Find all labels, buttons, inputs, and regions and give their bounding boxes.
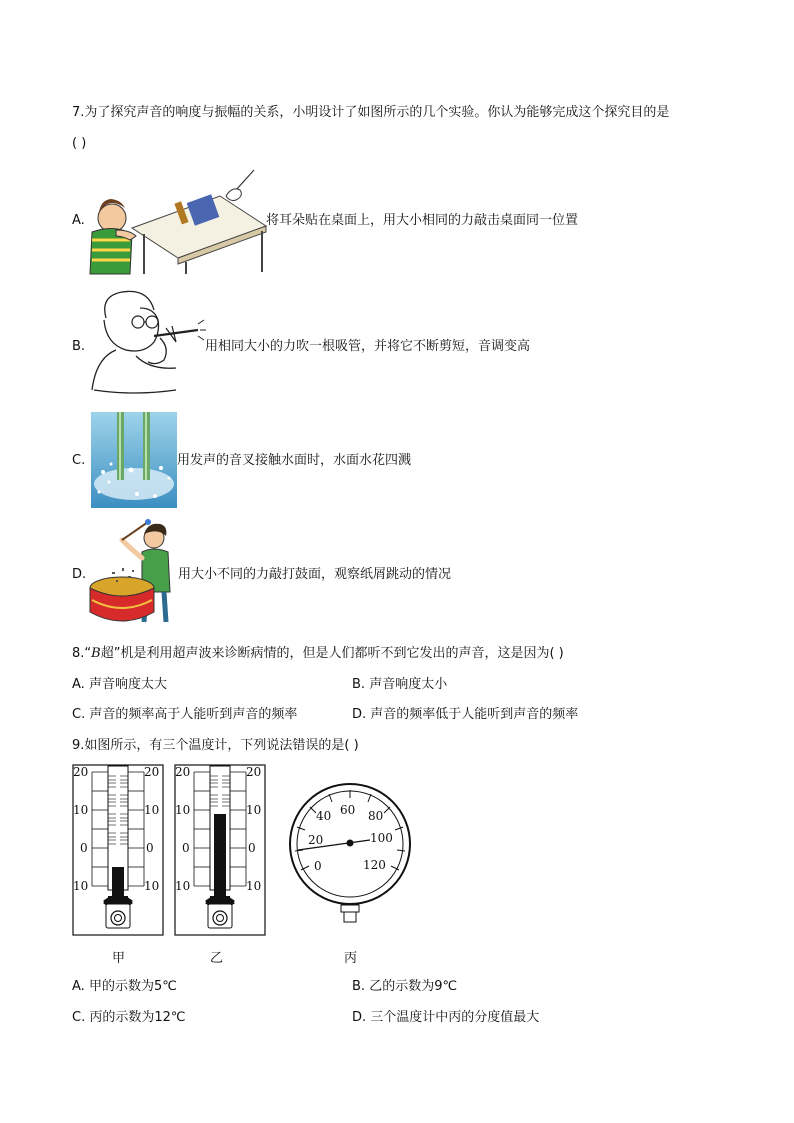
dial-scale-100: 100 [370, 831, 393, 845]
q9-option-b-text: 乙的示数为9℃ [369, 979, 458, 994]
thermometer-jia-scale-right-minus10: 10 [144, 879, 160, 893]
q8-stem-b: B [91, 646, 101, 661]
q8-stem-rest: 超”机是利用超声波来诊断病情的，但是人们都听不到它发出的声音，这是因为( ) [100, 646, 564, 661]
thermometer-yi-label: 乙 [210, 951, 224, 966]
q9-option-a-text: 甲的示数为5℃ [88, 979, 177, 994]
q8-option-a-letter: A. [72, 677, 85, 692]
q8-option-c-letter: C. [72, 707, 86, 722]
q7-option-b-text: 用相同大小的力吹一根吸管，并将它不断剪短，音调变高 [205, 339, 531, 354]
q7-option-b-letter: B. [72, 339, 86, 354]
q9-option-d [352, 1009, 539, 1027]
q7-option-c-text: 用发声的音叉接触水面时，水面水花四溅 [177, 453, 412, 468]
q8-option-b [352, 676, 447, 694]
thermometer-yi-liquid [214, 814, 226, 898]
q8-option-c-text: 声音的频率高于人能听到声音的频率 [89, 707, 298, 722]
ear-on-desk-icon [86, 168, 266, 274]
q8-option-a [72, 676, 167, 694]
q8-stem [72, 645, 564, 663]
q9-option-a-letter: A. [72, 979, 85, 994]
thermometer-jia-scale-right-0: 0 [146, 841, 154, 855]
q9-thermometers-figure [70, 762, 393, 972]
dial-thermometer-bing-label: 丙 [344, 951, 358, 966]
thermometer-jia [73, 765, 163, 935]
thermometer-yi-scale-right-minus10: 10 [246, 879, 262, 893]
thermometer-jia-liquid [112, 867, 124, 898]
q9-option-c-text: 丙的示数为12℃ [89, 1010, 186, 1025]
dial-scale-120: 120 [363, 858, 386, 872]
thermometer-yi-scale-right-20: 20 [246, 765, 262, 779]
q8-stem-prefix: 8.“ [72, 646, 92, 661]
thermometer-jia-scale-left-10: 10 [73, 803, 89, 817]
q9-option-d-text: 三个温度计中丙的分度值最大 [370, 1010, 540, 1025]
thermometer-jia-scale-left-0: 0 [80, 841, 88, 855]
thermometer-yi-scale-left-0: 0 [182, 841, 190, 855]
dial-scale-80: 80 [368, 809, 384, 823]
q9-option-d-letter: D. [352, 1010, 367, 1025]
q9-option-a [72, 978, 177, 996]
q7-option-a-letter: A. [72, 213, 85, 228]
q9-option-b-letter: B. [352, 979, 366, 994]
q8-option-d [352, 706, 578, 724]
thermometer-yi-scale-left-10: 10 [175, 803, 191, 817]
thermometer-yi-scale-right-0: 0 [248, 841, 256, 855]
q8-option-a-text: 声音响度太大 [88, 677, 167, 692]
thermometer-jia-scale-left-minus10: 10 [73, 879, 89, 893]
q7-answer-blank: ( ) [72, 136, 87, 151]
q9-option-c-letter: C. [72, 1010, 86, 1025]
q7-option-d-text: 用大小不同的力敲打鼓面，观察纸屑跳动的情况 [178, 567, 452, 582]
dial-scale-40: 40 [316, 809, 332, 823]
drum-paper-scraps-icon [88, 518, 178, 626]
q8-option-d-letter: D. [352, 707, 367, 722]
q8-option-c [72, 706, 297, 724]
q8-option-d-text: 声音的频率低于人能听到声音的频率 [370, 707, 579, 722]
thermometer-jia-scale-right-10: 10 [144, 803, 160, 817]
thermometer-jia-scale-right-20: 20 [144, 765, 160, 779]
q9-option-c [72, 1009, 186, 1027]
q9-stem: 9.如图所示，有三个温度计，下列说法错误的是( ) [72, 738, 359, 753]
q8-option-b-letter: B. [352, 677, 366, 692]
thermometer-yi [175, 765, 265, 935]
dial-scale-0: 0 [314, 859, 322, 873]
thermometer-yi-scale-left-20: 20 [175, 765, 191, 779]
blowing-straw-icon [86, 290, 206, 398]
dial-scale-60: 60 [340, 803, 356, 817]
tuning-fork-water-icon [91, 412, 177, 508]
dial-thermometer-bing [290, 784, 410, 922]
q7-option-d-letter: D. [72, 567, 87, 582]
q9-option-b [352, 978, 457, 996]
thermometer-jia-scale-left-20: 20 [73, 765, 89, 779]
dial-scale-20: 20 [308, 833, 324, 847]
thermometer-yi-scale-right-10: 10 [246, 803, 262, 817]
q8-option-b-text: 声音响度太小 [369, 677, 448, 692]
thermometer-yi-scale-left-minus10: 10 [175, 879, 191, 893]
q7-option-c-letter: C. [72, 453, 86, 468]
thermometer-jia-label: 甲 [112, 951, 126, 966]
q7-option-a-text: 将耳朵贴在桌面上，用大小相同的力敲击桌面同一位置 [266, 213, 579, 228]
q7-stem: 7.为了探究声音的响度与振幅的关系，小明设计了如图所示的几个实验。你认为能够完成这个探究目的是 [72, 105, 670, 120]
